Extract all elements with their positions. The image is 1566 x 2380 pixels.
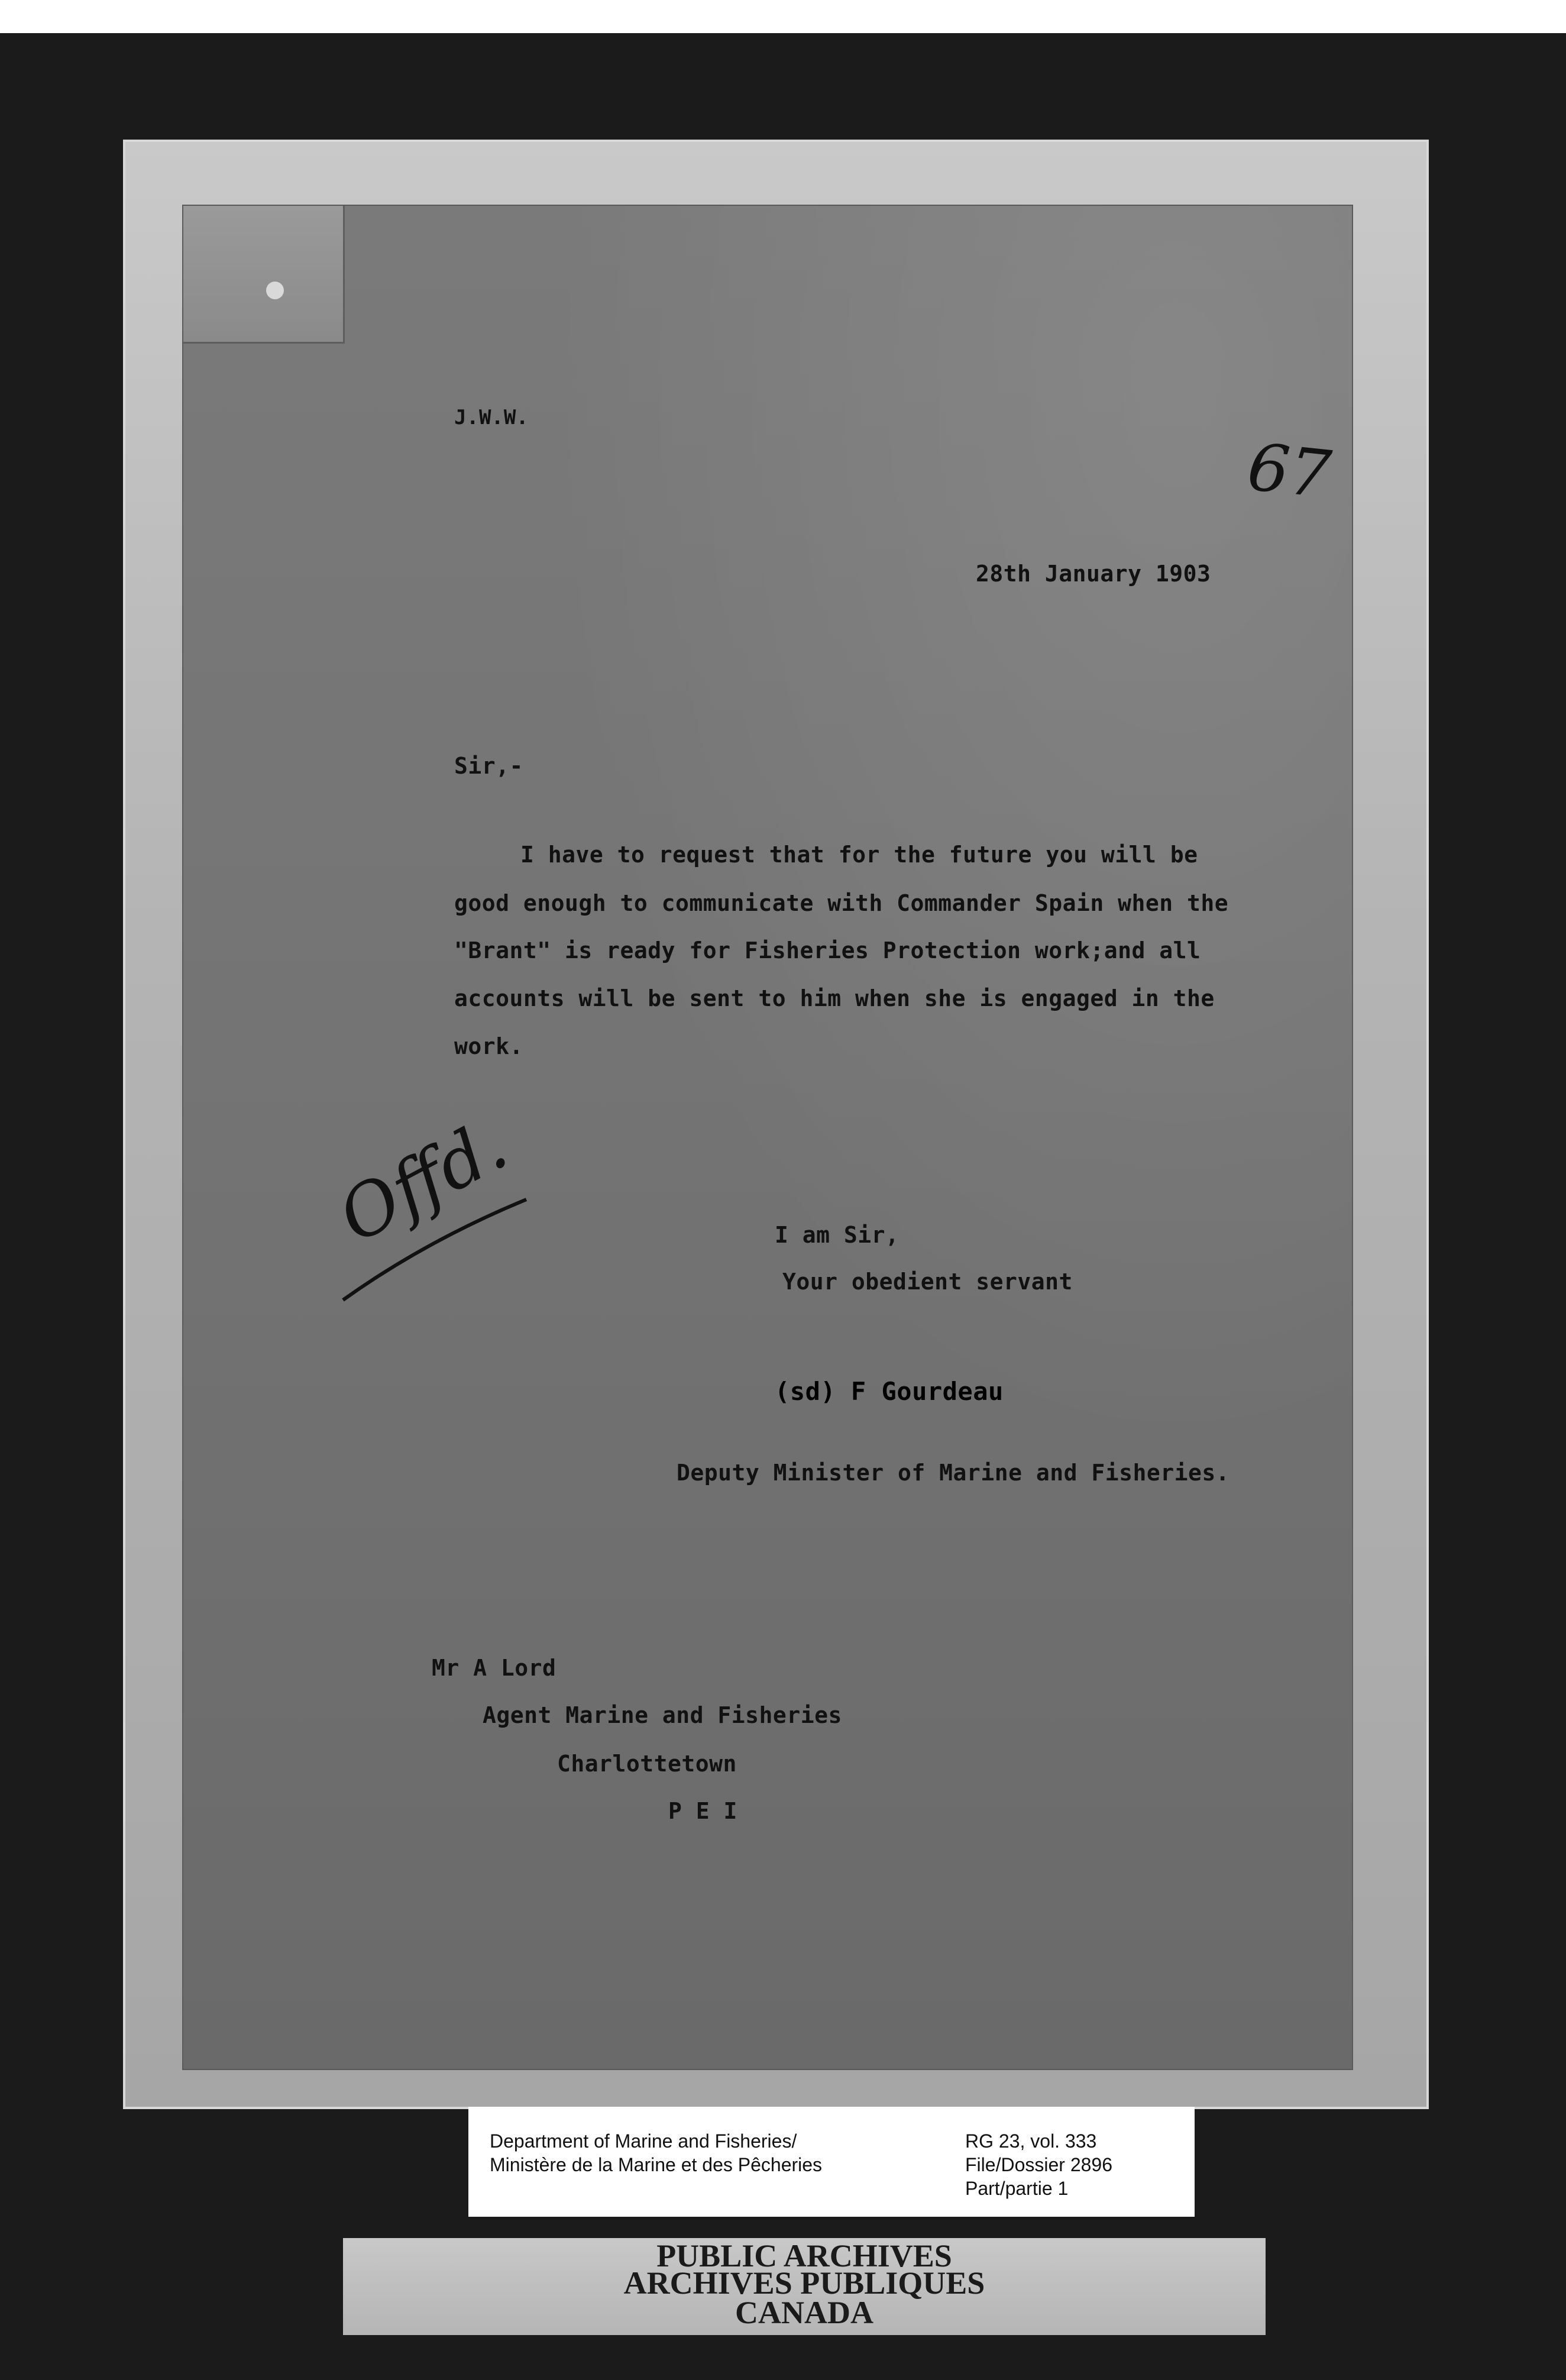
margin-note-underline bbox=[337, 1152, 532, 1306]
closing-line: I am Sir, bbox=[775, 1222, 900, 1248]
department-french: Ministère de la Marine et des Pêcheries bbox=[490, 2154, 823, 2175]
addressee-line: Agent Marine and Fisheries bbox=[483, 1702, 842, 1728]
punch-hole bbox=[266, 282, 284, 299]
file-number: File/Dossier 2896 bbox=[965, 2154, 1112, 2175]
closing-line: Your obedient servant bbox=[782, 1269, 1073, 1295]
top-border bbox=[0, 0, 1566, 33]
archive-stamp bbox=[343, 2238, 1266, 2335]
margin-note: Offd. bbox=[325, 1104, 520, 1259]
body-line: "Brant" is ready for Fisheries Protection work;and all bbox=[454, 937, 1201, 963]
stamp-line: CANADA bbox=[735, 2295, 873, 2330]
stamp-line: ARCHIVES PUBLIQUES bbox=[623, 2265, 985, 2301]
body-line: work. bbox=[454, 1033, 523, 1059]
addressee-line: Mr A Lord bbox=[432, 1655, 556, 1681]
signature: (sd) F Gourdeau bbox=[775, 1377, 1004, 1406]
part-number: Part/partie 1 bbox=[965, 2178, 1069, 2199]
letter-date: 28th January 1903 bbox=[976, 561, 1211, 587]
salutation: Sir,- bbox=[454, 753, 523, 779]
stamp-line: PUBLIC ARCHIVES bbox=[656, 2238, 952, 2274]
paper-tab bbox=[183, 206, 345, 344]
body-line: I have to request that for the future you will be bbox=[520, 842, 1198, 868]
addressee-line: Charlottetown bbox=[557, 1751, 737, 1777]
body-line: accounts will be sent to him when she is engaged in the bbox=[454, 985, 1215, 1011]
initials: J.W.W. bbox=[454, 406, 529, 429]
folio-mark: 67 bbox=[1244, 429, 1335, 513]
archive-label bbox=[468, 2107, 1195, 2217]
body-line: good enough to communicate with Commander Spain when the bbox=[454, 890, 1229, 916]
department-english: Department of Marine and Fisheries/ bbox=[490, 2130, 797, 2152]
addressee-line: P E I bbox=[668, 1798, 737, 1824]
document-mount bbox=[123, 140, 1429, 2109]
letter-page bbox=[182, 205, 1353, 2070]
signer-title: Deputy Minister of Marine and Fisheries. bbox=[677, 1460, 1230, 1486]
record-group: RG 23, vol. 333 bbox=[965, 2130, 1097, 2152]
